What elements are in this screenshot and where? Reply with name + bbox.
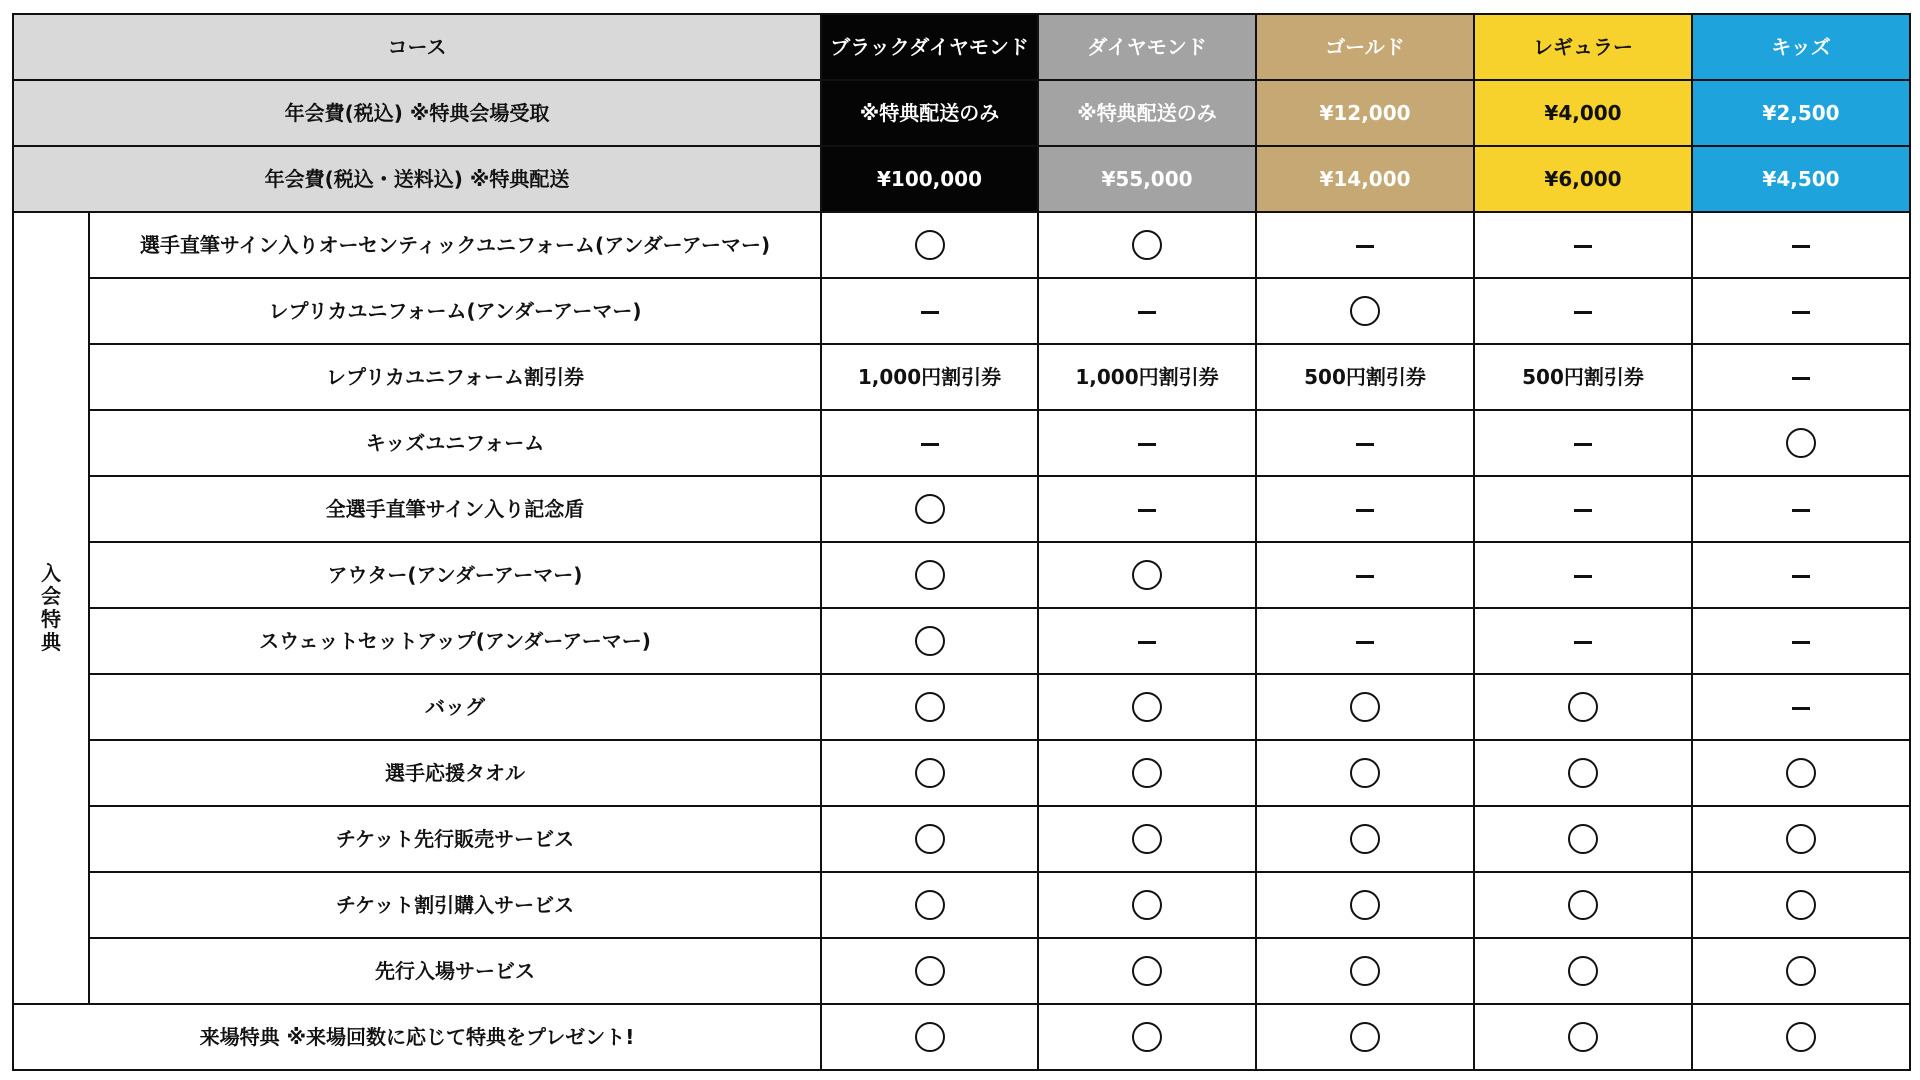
benefit-value-black-diamond bbox=[821, 1004, 1038, 1070]
benefit-value-kids bbox=[1692, 410, 1910, 476]
benefit-value-kids bbox=[1692, 872, 1910, 938]
circle-icon bbox=[1350, 758, 1380, 788]
dash-icon bbox=[1356, 245, 1374, 248]
dash-icon bbox=[1356, 443, 1374, 446]
benefit-row bbox=[13, 608, 1910, 674]
benefit-value-diamond bbox=[1038, 806, 1256, 872]
circle-icon bbox=[1350, 956, 1380, 986]
circle-icon bbox=[1786, 824, 1816, 854]
benefit-label: 先行入場サービス bbox=[89, 938, 821, 1004]
circle-icon bbox=[915, 626, 945, 656]
benefit-value-diamond bbox=[1038, 608, 1256, 674]
benefit-label: レプリカユニフォーム割引券 bbox=[89, 344, 821, 410]
fee-value-diamond: ※特典配送のみ bbox=[1038, 80, 1256, 146]
discount-coupon-text: 1,000円割引券 bbox=[1075, 364, 1219, 389]
benefit-row bbox=[13, 872, 1910, 938]
circle-icon bbox=[1568, 890, 1598, 920]
dash-icon bbox=[1792, 509, 1810, 512]
benefit-value-regular bbox=[1474, 476, 1692, 542]
benefit-value-gold bbox=[1256, 674, 1474, 740]
benefit-value-diamond bbox=[1038, 938, 1256, 1004]
benefit-label: チケット先行販売サービス bbox=[89, 806, 821, 872]
circle-icon bbox=[1132, 692, 1162, 722]
benefit-value-gold bbox=[1256, 872, 1474, 938]
circle-icon bbox=[1568, 956, 1598, 986]
circle-icon bbox=[915, 230, 945, 260]
membership-comparison-table bbox=[12, 13, 1911, 1071]
circle-icon bbox=[1786, 758, 1816, 788]
benefit-value-black-diamond bbox=[821, 212, 1038, 278]
benefit-value-kids bbox=[1692, 476, 1910, 542]
dash-icon bbox=[921, 443, 939, 446]
benefit-value-kids bbox=[1692, 938, 1910, 1004]
circle-icon bbox=[1786, 428, 1816, 458]
group-label-char: 典 bbox=[41, 630, 61, 654]
benefit-value-regular bbox=[1474, 278, 1692, 344]
circle-icon bbox=[1786, 956, 1816, 986]
benefit-value-gold bbox=[1256, 344, 1474, 410]
benefit-value-black-diamond bbox=[821, 542, 1038, 608]
benefit-value-black-diamond bbox=[821, 410, 1038, 476]
benefit-value-diamond bbox=[1038, 740, 1256, 806]
circle-icon bbox=[915, 890, 945, 920]
dash-icon bbox=[1792, 377, 1810, 380]
dash-icon bbox=[1138, 443, 1156, 446]
circle-icon bbox=[915, 758, 945, 788]
benefit-value-diamond bbox=[1038, 410, 1256, 476]
circle-icon bbox=[915, 824, 945, 854]
fee-value-gold: ¥12,000 bbox=[1256, 80, 1474, 146]
benefit-label: 選手直筆サイン入りオーセンティックユニフォーム(アンダーアーマー) bbox=[89, 212, 821, 278]
visit-benefit-row bbox=[13, 1004, 1910, 1070]
benefit-value-kids bbox=[1692, 806, 1910, 872]
header-row bbox=[13, 14, 1910, 80]
circle-icon bbox=[1132, 890, 1162, 920]
circle-icon bbox=[915, 494, 945, 524]
circle-icon bbox=[915, 956, 945, 986]
group-label-char: 特 bbox=[41, 607, 61, 631]
benefit-value-regular bbox=[1474, 872, 1692, 938]
benefit-value-kids bbox=[1692, 344, 1910, 410]
visit-benefit-label: 来場特典 ※来場回数に応じて特典をプレゼント! bbox=[13, 1004, 821, 1070]
fee-value-gold: ¥14,000 bbox=[1256, 146, 1474, 212]
benefit-value-diamond bbox=[1038, 278, 1256, 344]
benefit-value-kids bbox=[1692, 212, 1910, 278]
discount-coupon-text: 500円割引券 bbox=[1522, 364, 1644, 389]
benefit-value-black-diamond bbox=[821, 608, 1038, 674]
dash-icon bbox=[1792, 245, 1810, 248]
benefit-row bbox=[13, 476, 1910, 542]
circle-icon bbox=[1568, 758, 1598, 788]
circle-icon bbox=[1786, 1022, 1816, 1052]
fee-label-delivery: 年会費(税込・送料込) ※特典配送 bbox=[13, 146, 821, 212]
discount-coupon-text: 500円割引券 bbox=[1304, 364, 1426, 389]
benefit-value-gold bbox=[1256, 806, 1474, 872]
circle-icon bbox=[1350, 824, 1380, 854]
benefit-value-gold bbox=[1256, 608, 1474, 674]
benefit-label: アウター(アンダーアーマー) bbox=[89, 542, 821, 608]
benefit-label: 全選手直筆サイン入り記念盾 bbox=[89, 476, 821, 542]
benefit-value-diamond bbox=[1038, 1004, 1256, 1070]
benefit-label: キッズユニフォーム bbox=[89, 410, 821, 476]
dash-icon bbox=[1138, 641, 1156, 644]
benefit-label: 選手応援タオル bbox=[89, 740, 821, 806]
benefit-row bbox=[13, 212, 1910, 278]
benefit-value-diamond bbox=[1038, 542, 1256, 608]
fee-row-delivery bbox=[13, 146, 1910, 212]
fee-label-venue: 年会費(税込) ※特典会場受取 bbox=[13, 80, 821, 146]
circle-icon bbox=[1350, 890, 1380, 920]
fee-value-black-diamond: ¥100,000 bbox=[821, 146, 1038, 212]
benefit-value-regular bbox=[1474, 938, 1692, 1004]
group-label-char: 会 bbox=[41, 584, 61, 608]
fee-value-regular: ¥6,000 bbox=[1474, 146, 1692, 212]
benefit-label: スウェットセットアップ(アンダーアーマー) bbox=[89, 608, 821, 674]
benefits-group-label bbox=[13, 212, 89, 1004]
benefit-value-diamond bbox=[1038, 344, 1256, 410]
benefit-value-kids bbox=[1692, 674, 1910, 740]
benefit-value-gold bbox=[1256, 476, 1474, 542]
fee-value-kids: ¥4,500 bbox=[1692, 146, 1910, 212]
circle-icon bbox=[1786, 890, 1816, 920]
dash-icon bbox=[1356, 641, 1374, 644]
benefit-value-regular bbox=[1474, 344, 1692, 410]
dash-icon bbox=[1574, 509, 1592, 512]
circle-icon bbox=[1350, 296, 1380, 326]
dash-icon bbox=[1138, 509, 1156, 512]
benefit-value-black-diamond bbox=[821, 872, 1038, 938]
benefit-value-regular bbox=[1474, 674, 1692, 740]
benefit-value-black-diamond bbox=[821, 806, 1038, 872]
fee-row-venue bbox=[13, 80, 1910, 146]
discount-coupon-text: 1,000円割引券 bbox=[857, 364, 1002, 389]
benefit-value-diamond bbox=[1038, 674, 1256, 740]
circle-icon bbox=[1132, 956, 1162, 986]
dash-icon bbox=[1574, 311, 1592, 314]
benefit-value-gold bbox=[1256, 212, 1474, 278]
tier-header-kids: キッズ bbox=[1692, 14, 1910, 80]
benefit-value-regular bbox=[1474, 410, 1692, 476]
benefit-row bbox=[13, 806, 1910, 872]
circle-icon bbox=[1132, 560, 1162, 590]
dash-icon bbox=[921, 311, 939, 314]
benefit-value-gold bbox=[1256, 938, 1474, 1004]
benefit-value-kids bbox=[1692, 608, 1910, 674]
benefit-row bbox=[13, 740, 1910, 806]
circle-icon bbox=[1132, 758, 1162, 788]
fee-value-regular: ¥4,000 bbox=[1474, 80, 1692, 146]
dash-icon bbox=[1792, 707, 1810, 710]
group-label-char: 入 bbox=[41, 561, 61, 585]
benefit-value-kids bbox=[1692, 740, 1910, 806]
benefit-row bbox=[13, 344, 1910, 410]
circle-icon bbox=[1568, 1022, 1598, 1052]
benefit-value-black-diamond bbox=[821, 674, 1038, 740]
benefit-value-gold bbox=[1256, 278, 1474, 344]
circle-icon bbox=[1132, 230, 1162, 260]
benefit-value-black-diamond bbox=[821, 278, 1038, 344]
benefit-label: バッグ bbox=[89, 674, 821, 740]
dash-icon bbox=[1574, 443, 1592, 446]
circle-icon bbox=[915, 692, 945, 722]
course-header: コース bbox=[13, 14, 821, 80]
benefit-value-kids bbox=[1692, 542, 1910, 608]
circle-icon bbox=[915, 560, 945, 590]
benefit-value-gold bbox=[1256, 1004, 1474, 1070]
dash-icon bbox=[1792, 641, 1810, 644]
dash-icon bbox=[1574, 245, 1592, 248]
benefit-value-black-diamond bbox=[821, 938, 1038, 1004]
benefit-value-kids bbox=[1692, 278, 1910, 344]
dash-icon bbox=[1356, 509, 1374, 512]
dash-icon bbox=[1574, 641, 1592, 644]
fee-value-black-diamond: ※特典配送のみ bbox=[821, 80, 1038, 146]
benefit-row bbox=[13, 674, 1910, 740]
dash-icon bbox=[1792, 575, 1810, 578]
benefit-value-regular bbox=[1474, 212, 1692, 278]
circle-icon bbox=[1568, 692, 1598, 722]
benefit-value-diamond bbox=[1038, 476, 1256, 542]
benefit-value-diamond bbox=[1038, 872, 1256, 938]
dash-icon bbox=[1138, 311, 1156, 314]
benefit-row bbox=[13, 278, 1910, 344]
benefit-value-black-diamond bbox=[821, 740, 1038, 806]
benefit-row bbox=[13, 542, 1910, 608]
benefit-label: レプリカユニフォーム(アンダーアーマー) bbox=[89, 278, 821, 344]
tier-header-black-diamond: ブラックダイヤモンド bbox=[821, 14, 1038, 80]
circle-icon bbox=[1350, 692, 1380, 722]
benefit-value-diamond bbox=[1038, 212, 1256, 278]
benefit-value-regular bbox=[1474, 608, 1692, 674]
benefit-value-regular bbox=[1474, 740, 1692, 806]
fee-value-diamond: ¥55,000 bbox=[1038, 146, 1256, 212]
tier-header-gold: ゴールド bbox=[1256, 14, 1474, 80]
benefit-label: チケット割引購入サービス bbox=[89, 872, 821, 938]
benefit-row bbox=[13, 938, 1910, 1004]
benefit-value-black-diamond bbox=[821, 344, 1038, 410]
tier-header-regular: レギュラー bbox=[1474, 14, 1692, 80]
tier-header-diamond: ダイヤモンド bbox=[1038, 14, 1256, 80]
benefit-value-kids bbox=[1692, 1004, 1910, 1070]
benefit-row bbox=[13, 410, 1910, 476]
circle-icon bbox=[1132, 824, 1162, 854]
dash-icon bbox=[1574, 575, 1592, 578]
circle-icon bbox=[1132, 1022, 1162, 1052]
circle-icon bbox=[915, 1022, 945, 1052]
circle-icon bbox=[1568, 824, 1598, 854]
benefit-value-gold bbox=[1256, 740, 1474, 806]
benefit-value-black-diamond bbox=[821, 476, 1038, 542]
circle-icon bbox=[1350, 1022, 1380, 1052]
dash-icon bbox=[1356, 575, 1374, 578]
fee-value-kids: ¥2,500 bbox=[1692, 80, 1910, 146]
benefit-value-regular bbox=[1474, 806, 1692, 872]
dash-icon bbox=[1792, 311, 1810, 314]
benefit-value-gold bbox=[1256, 410, 1474, 476]
benefit-value-regular bbox=[1474, 542, 1692, 608]
benefit-value-gold bbox=[1256, 542, 1474, 608]
benefit-value-regular bbox=[1474, 1004, 1692, 1070]
